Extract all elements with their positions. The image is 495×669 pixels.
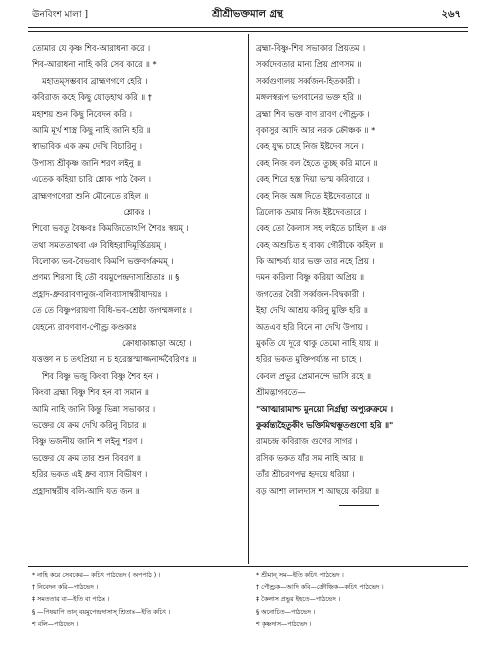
footnote: § অনোচিত—পাঠভেদ । (256, 608, 316, 616)
verse-line: কেহ নিজ অঙ্গ দিতে ইষ্টদেবতারে ॥ (256, 190, 370, 201)
sanskrit-line: যেহন্যে রাবণবাণ-পৌণ্ড্র কণ্ডকাঃ (32, 321, 137, 332)
verse-line: মঙ্গলস্বরূপ ভগবানের ভক্ত হরি ॥ (256, 92, 362, 103)
verse-line: সর্ব্বগুণালয় সর্ব্বজন-হিতকারী । (256, 75, 360, 86)
header-rule (28, 27, 468, 28)
verse-line: স্বাভাবিক এক ক্রম দেখি বিচারিনু । (32, 141, 142, 152)
verse-line: হরির ভকত এই ধ্রুব ব্যাস বিভীষণ । (32, 469, 148, 480)
verse-line: রসিক ভকত যাঁর সম নাহি আর ॥ (256, 452, 364, 463)
verse-line: দমন করিলা বিষ্ণু করিয়া অপ্রিয় ॥ (256, 272, 365, 283)
footnotes-right (256, 570, 462, 631)
citation-heading: শ্রীমদ্ভাগবতে— (256, 387, 306, 398)
verse-line: কেবল প্রভুর প্রেমানন্দে ভাসি রহে ॥ (256, 370, 372, 381)
sanskrit-line: বিলোক্য ভব-বৈভবাৎ কিমপি ভক্তবর্গক্রমম্ । (32, 256, 174, 267)
verse-line: আমি নাহি জানি কিন্তু ভিন্না সভাকার । (32, 403, 156, 414)
verse-line: অতএব হরি বিনে না দেখি উপায় । (256, 321, 368, 332)
verse-line: তোমার যে কৃষ্ণ শিব-আরাধনা করে । (32, 43, 151, 53)
verse-line: বড় আশা লালদাস শ আছয়ে করিয়া ॥ (256, 485, 379, 496)
sanskrit-line: ক্রোধাকাঙ্কাড়া অহো । (122, 338, 192, 349)
verse-line: ব্রাহ্মণগণেরা শুনি মৌনেতে রহিল ॥ (32, 190, 149, 201)
verse-line: ত্রিলোক ভ্রমায় নিজ ইষ্টদেবতারে । (256, 206, 367, 217)
header-rule-second (28, 31, 468, 32)
footnotes-left (32, 570, 242, 631)
verse-line: ভক্তের যে ক্রম দেখি করিনু বিচার ॥ (32, 419, 147, 430)
sanskrit-line: শিবো ভবতু বৈষ্ণবঃ কিমজিতোঽপি শৈবঃ স্বয়ম্ । (32, 223, 189, 234)
book-title: শ্রীশ্রীভক্তমাল গ্রন্থ (212, 9, 283, 20)
verse-line: ইহা দেখি আশ্রয় করিনু মুক্তি হরি ॥ (256, 305, 368, 316)
verse-line: ভক্তের যে ক্রম তার শুন বিবরণ ॥ (32, 452, 141, 463)
section-end-dash (339, 505, 379, 506)
verse-line: মুকতি যে দূরে থাকু তেমো নাহি যায় ॥ (256, 338, 379, 349)
footnote: * শ্রীমান্ সম—ইতি কচিৎ পাঠভেদ । (256, 572, 344, 579)
verse-line: বৃকাসুর আদি আর নরক ক্রৌঞ্চক ॥ * (256, 124, 376, 135)
verse-line: ব্রহ্মা শিব ভক্ত বাণ রাবণ পৌণ্ড্রক । (256, 108, 370, 119)
verse-line: কিংবা ব্রহ্মা বিষ্ণু শিব হন বা সমান ॥ (32, 387, 149, 398)
verse-line: আমি মূর্খ শাস্ত্র কিছু নাহি জানি হরি ॥ (32, 124, 151, 135)
verse-line: এতেক কহিয়া চারি শ্লোক পাঠ কৈল । (32, 174, 151, 185)
sanskrit-line: প্রহ্লাদ-ধ্রুবরাবণানুজ-বলিব্যাসাম্বরীষাদয়ঃ । (32, 288, 168, 299)
verse-line: মহাশয় শুন কিছু নিবেদন করি । (32, 108, 132, 119)
sanskrit-line: তে তে বিষ্ণুপরায়ণা বিধি-ভব-শ্রেষ্ঠা জগম্মঙ্গলাঃ । (32, 305, 192, 316)
footnote: ‡ সমততার বা—ইতি বা পাঠঃ । (32, 596, 110, 604)
verse-line: শিব বিষ্ণু ভজু কিংবা বিষ্ণু শৈব হন । (42, 370, 159, 381)
footnote: শ কৃষ্ণদাস—পাঠভেদ । (256, 620, 312, 628)
right-column (256, 40, 462, 506)
verse-line: ব্রহ্মা-বিষ্ণু-শিব সভাকার প্রিয়তম । (256, 43, 366, 53)
footnote: * নাহি করে সেবকের— কচিৎ পাঠভেদ ( অপপাঠ ) । (32, 572, 161, 579)
page-number: ২৬৭ (441, 9, 461, 20)
sanskrit-line: তথা সমততাথবা ঞ বিধিহরাদিমূর্ত্তিত্রয়ম্ । (32, 239, 167, 250)
verse-line: শিব-আরাধনা নাহি করি সেব কারে ॥ * (32, 59, 157, 70)
verse-line: কেহ তো কৈলাস সহ লইতে চাহিল ॥ ঞ (256, 223, 387, 234)
quote-line: কুর্ব্বন্ত্যহৈতুকীং ভক্তিমিত্থম্ভূতগুণো হরি ॥" (256, 419, 394, 430)
footnote: § —পিষয়াপি তান্‌ বয়মুপেন্দ্রদাসাস্‌ শ্রিতাঃ—ইতি কচিৎ । (32, 608, 171, 616)
sloka-heading: শ্লোকঃ । (123, 206, 151, 217)
footnote: শ বলি—পাঠভেদ । (32, 620, 79, 628)
left-column (32, 40, 242, 499)
verse-line: হরির ভকত মুক্তিপর্য্যন্ত না চাহে । (256, 354, 362, 365)
verse-line: কেহ নিজ বল হৈতে তুচ্ছ করি মানে ॥ (256, 157, 378, 168)
verse-line: উপাস্য শ্রীকৃষ্ণ জানি শরণ লইনু ॥ (32, 157, 142, 168)
verse-line: জগতের বৈরী সর্ব্বজন-বিদ্বকারী । (256, 288, 365, 299)
verse-line: কি আশ্চর্য্য যার ভক্ত তার নহে প্রিয় । (256, 256, 375, 267)
verse-line: কবিরাজ কহে কিছু যোড়হাথ করি ॥ † (32, 92, 152, 103)
verse-line: তাঁর শ্রীচরণপদ্ম হৃদয়ে ধরিয়া । (256, 469, 355, 480)
footnote: † পৌণ্ড্রক—আদি কবি—ক্রৌঞ্চিক—কচিৎ পাঠভেদ । (256, 584, 384, 592)
verse-line: কেহ শিরে হস্ত দিয়া ভস্ম করিবারে । (256, 174, 370, 185)
chapter-label: ঊনবিংশ মালা ] (32, 10, 88, 20)
column-divider (248, 34, 249, 564)
verse-line: প্রহ্লাদাম্বরীষ বলি-আদি যত জন ॥ (32, 485, 140, 496)
verse-line: কেহ অশুচিত হ বাক্য গৌরীকে কহিল ॥ (256, 239, 384, 250)
verse-line: বিষ্ণু ভজনীয় জানি শ লইনু শরণ । (32, 436, 143, 447)
footnote: ‡ কৈলাস প্রভুর ইহতে—পাঠভেদ । (256, 596, 341, 604)
quote-line: "আত্মারামাশ্চ মুনয়ো নির্গ্রন্থা অপ্যুরুক্রমে । (256, 403, 393, 414)
verse-line: সর্ব্বদেবতার মান্য প্রিয় প্রাণসম ॥ (256, 59, 362, 70)
verse-line: মহাতম্‌সম্ভবাব ব্রাহ্মণগণে হেরি । (42, 75, 148, 86)
footnote-rule (28, 566, 468, 567)
footnote: † নিবেদন করি—পাঠভেদ । (32, 584, 99, 592)
sanskrit-line: প্রণম্য শিরসা হি তৌ বয়মুপেন্দ্রদাস্যশ্রিতাঃ ॥ § (32, 272, 180, 283)
verse-line: কেহ যুদ্ধ চাহে নিজ ইষ্টদেব সনে । (256, 141, 364, 152)
verse-line: রামচন্দ্র কবিরাজ গুণের সাগর । (256, 436, 358, 447)
sanskrit-line: যত্তক্তা ন চ তৎপ্রিয়া ন চ হরেস্তস্মাজ্জনাৰ্দ্দবৈরিণঃ ॥ (32, 354, 197, 365)
